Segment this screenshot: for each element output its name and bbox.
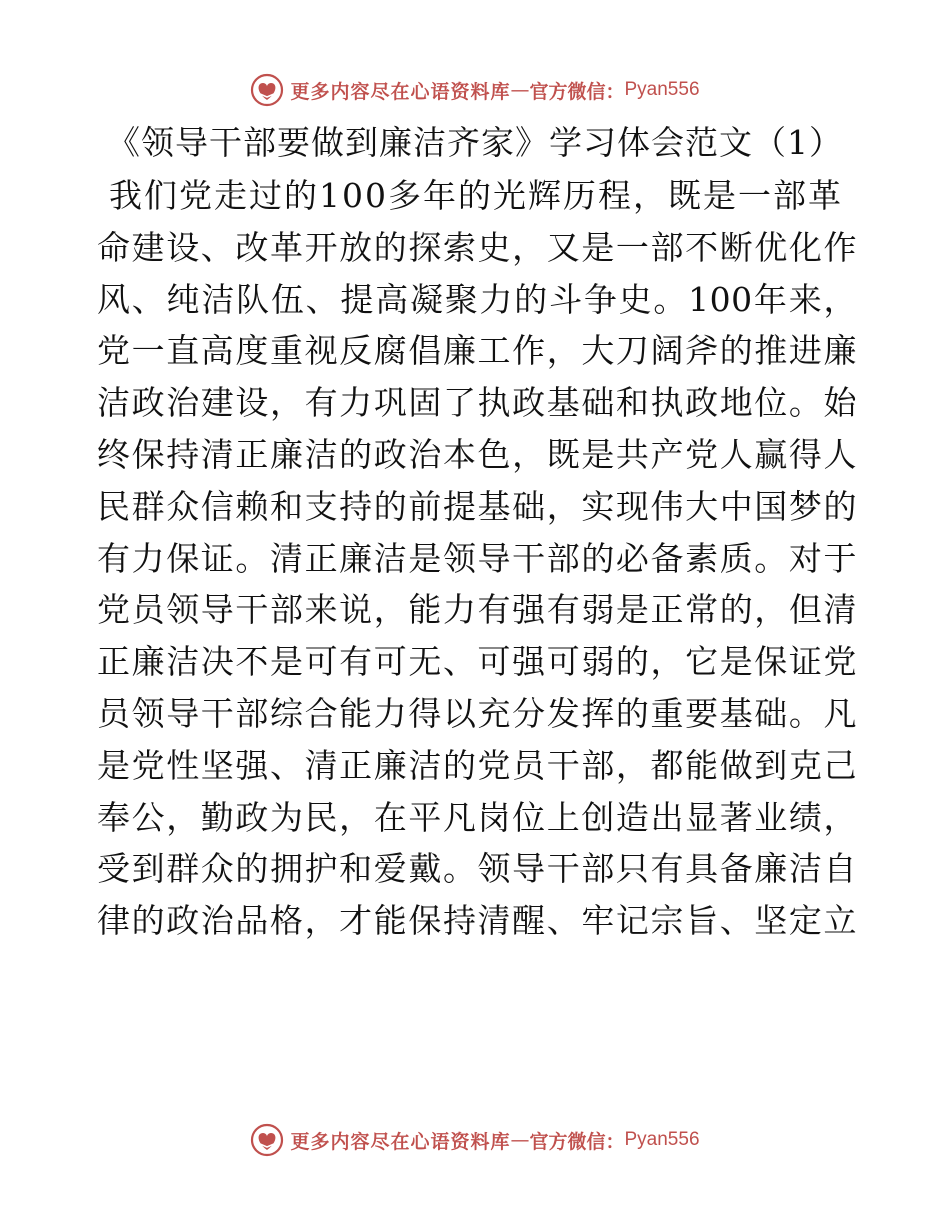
- body-line: 受到群众的拥护和爱戴。领导干部只有具备廉洁自: [97, 849, 857, 889]
- body-line: 奉公，勤政为民，在平凡岗位上创造出显著业绩，: [97, 797, 857, 837]
- body-line: 终保持清正廉洁的政治本色，既是共产党人赢得人: [97, 434, 857, 474]
- body-line: 党一直高度重视反腐倡廉工作，大刀阔斧的推进廉: [97, 331, 857, 371]
- body-line: 有力保证。清正廉洁是领导干部的必备素质。对于: [97, 538, 857, 578]
- heart-book-logo-icon: [250, 73, 284, 107]
- heart-book-logo-icon: [250, 1123, 284, 1157]
- banner-separator: —: [510, 79, 530, 101]
- document-title: 《领导干部要做到廉洁齐家》学习体会范文（1）: [107, 123, 843, 162]
- banner-wechat-id: Pyan556: [624, 1129, 700, 1150]
- body-line: 正廉洁决不是可有可无、可强可弱的，它是保证党: [97, 642, 857, 682]
- header-banner: [0, 70, 950, 110]
- banner-wechat-id: Pyan556: [624, 79, 700, 100]
- body-line: 律的政治品格，才能保持清醒、牢记宗旨、坚定立: [97, 901, 857, 941]
- banner-wechat-label: 官方微信：: [529, 1130, 625, 1153]
- banner-wechat-label: 官方微信：: [529, 80, 625, 103]
- banner-site-name: 更多内容尽在心语资料库: [290, 1130, 511, 1153]
- banner-separator: —: [510, 1129, 530, 1151]
- body-line: 命建设、改革开放的探索史，又是一部不断优化作: [97, 227, 857, 267]
- body-line: 洁政治建设，有力巩固了执政基础和执政地位。始: [97, 383, 857, 423]
- document-body: [97, 170, 857, 947]
- body-line: 是党性坚强、清正廉洁的党员干部，都能做到克己: [97, 745, 857, 785]
- body-line: 我们党走过的100多年的光辉历程，既是一部革: [109, 176, 843, 215]
- banner-site-name: 更多内容尽在心语资料库: [290, 80, 511, 103]
- body-line: 民群众信赖和支持的前提基础，实现伟大中国梦的: [97, 486, 857, 526]
- body-line: 风、纯洁队伍、提高凝聚力的斗争史。100年来，: [97, 279, 857, 319]
- body-line: 员领导干部综合能力得以充分发挥的重要基础。凡: [97, 693, 857, 733]
- body-line: 党员领导干部来说，能力有强有弱是正常的，但清: [97, 590, 857, 630]
- footer-banner: [0, 1120, 950, 1160]
